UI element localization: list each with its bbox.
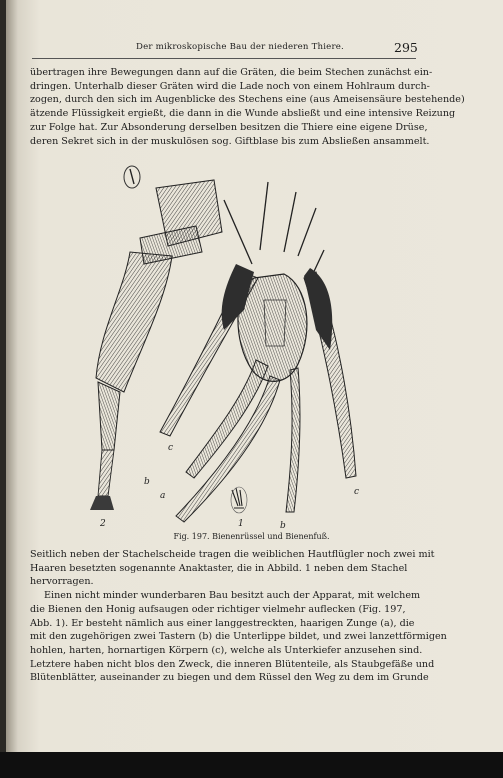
scan-bottom-edge <box>0 752 503 778</box>
text-line: Blütenblätter, auseinander zu biegen und dem Rüssel den Weg zu dem im Grunde <box>30 672 429 684</box>
page-gutter-shadow <box>0 0 6 778</box>
figure-label-b: b <box>144 477 150 487</box>
text-line: die Bienen den Honig aufsaugen oder richtiger vielmehr auflecken (Fig. 197, <box>30 603 406 615</box>
top-paragraph <box>30 66 465 148</box>
text-line: Haaren besetzten sogenannte Anaktaster, die in Abbild. 1 neben dem Stachel <box>30 562 408 574</box>
figure-label-c: c <box>354 487 360 497</box>
tongue-glossa <box>176 376 280 522</box>
inset-figure-1 <box>231 487 247 513</box>
running-title: Der mikroskopische Bau der niederen Thiere. <box>136 42 344 52</box>
text-line: zogen, durch den sich im Augenblicke des Stechens eine (aus Ameisensäure bestehende) <box>30 94 465 106</box>
text-line: Letztere haben nicht blos den Zweck, die inneren Blütenteile, als Staubgefäße und <box>30 658 435 670</box>
bottom-paragraph <box>30 548 447 685</box>
figure-label-c: c <box>168 443 174 453</box>
text-line: ätzende Flüssigkeit ergießt, die dann in die Wunde absließt und eine intensive Reizung <box>30 108 456 120</box>
figure-caption: Fig. 197. Bienenrüssel und Bienenfuß. <box>173 532 330 541</box>
page-number: 295 <box>394 40 418 55</box>
figure-label-b: b <box>280 521 286 530</box>
text-line: deren Sekret sich in der muskulösen sog. Giftblase bis zum Absließen ansammelt. <box>30 135 430 147</box>
text-line: Abb. 1). Er besteht nämlich aus einer langgestreckten, haarigen Zunge (a), die <box>30 617 415 629</box>
inset-oval-detail <box>124 166 140 188</box>
header-rule <box>32 58 416 59</box>
text-line: übertragen ihre Bewegungen dann auf die Gräten, die beim Stechen zunächst ein- <box>30 67 433 78</box>
figure-label-2: 2 <box>100 519 106 529</box>
text-line: Einen nicht minder wunderbaren Bau besitzt auch der Apparat, mit welchem <box>44 590 421 602</box>
bee-proboscis-engraving <box>84 160 384 530</box>
proboscis-stylets <box>224 182 324 280</box>
text-line: mit den zugehörigen zwei Tastern (b) die Unterlippe bildet, und zwei lanzettförmigen <box>30 631 447 643</box>
figure-label-a: a <box>160 491 166 501</box>
maxilla-right <box>304 268 356 478</box>
text-line: hervorragen. <box>30 576 94 588</box>
text-line: zur Folge hat. Zur Absonderung derselben besitzen die Thiere eine eigene Drüse, <box>30 121 428 133</box>
text-line: Seitlich neben der Stachelscheide tragen die weiblichen Hautflügler noch zwei mit <box>30 549 435 560</box>
figure-label-1: 1 <box>238 519 244 529</box>
text-line: hohlen, harten, hornartigen Körpern (c), welche als Unterkiefer anzusehen sind. <box>30 644 423 656</box>
text-line: dringen. Unterhalb dieser Gräten wird die Lade noch von einem Hohlraum durch- <box>30 80 430 92</box>
